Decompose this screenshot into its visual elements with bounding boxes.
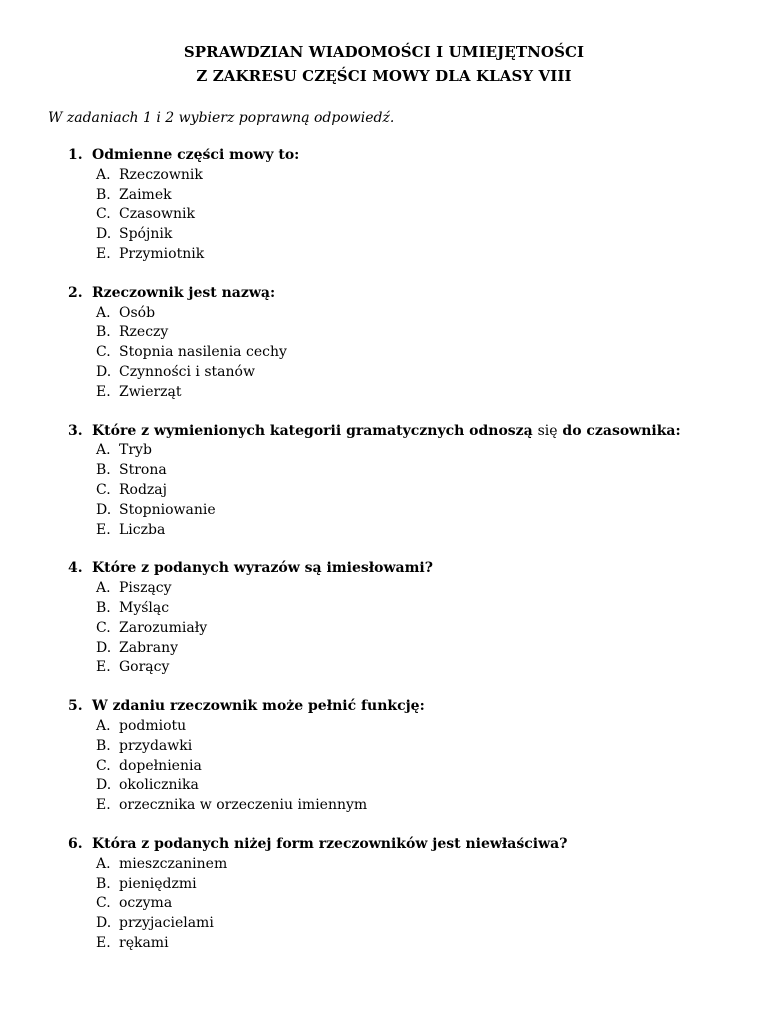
question-text: Odmienne części mowy to: bbox=[92, 147, 300, 163]
option-letter: C. bbox=[96, 757, 111, 774]
option-letter: A. bbox=[96, 304, 111, 321]
question-2 bbox=[68, 284, 758, 403]
option-text: Rzeczy bbox=[119, 324, 169, 341]
option-item bbox=[96, 914, 758, 934]
option-letter: C. bbox=[96, 619, 111, 636]
option-item bbox=[96, 757, 758, 777]
option-list bbox=[68, 855, 758, 954]
question-text: Rzeczownik jest nazwą: bbox=[92, 284, 276, 301]
question-6 bbox=[68, 835, 758, 954]
option-item bbox=[96, 363, 758, 383]
option-text: Czynności i stanów bbox=[119, 363, 255, 380]
option-letter: A. bbox=[96, 855, 111, 872]
option-text: Zaimek bbox=[119, 186, 172, 203]
document-title-line-1: SPRAWDZIAN WIADOMOŚCI I UMIEJĘTNOŚCI bbox=[183, 43, 585, 61]
option-item bbox=[96, 639, 758, 659]
option-text: pieniędzmi bbox=[119, 875, 197, 892]
option-item bbox=[96, 304, 758, 324]
option-text: Strona bbox=[119, 462, 167, 479]
question-1 bbox=[68, 146, 758, 265]
option-text: Rodzaj bbox=[119, 481, 167, 498]
option-item bbox=[96, 894, 758, 914]
question-list bbox=[68, 146, 758, 973]
option-letter: D. bbox=[96, 777, 112, 794]
option-item bbox=[96, 461, 758, 481]
question-text-part-2: się bbox=[537, 422, 558, 439]
option-item bbox=[96, 343, 758, 363]
option-text: Myśląc bbox=[119, 599, 170, 616]
option-letter: D. bbox=[96, 226, 112, 243]
option-item bbox=[96, 934, 758, 954]
option-text: mieszczaninem bbox=[119, 855, 228, 872]
option-text: Zabrany bbox=[119, 639, 179, 656]
option-text: Zwierząt bbox=[119, 383, 182, 400]
question-number: 1. bbox=[68, 147, 83, 163]
option-item bbox=[96, 658, 758, 678]
option-text: przydawki bbox=[119, 737, 193, 754]
option-letter: C. bbox=[96, 481, 111, 498]
option-letter: E. bbox=[96, 521, 111, 538]
document-title-line-2: Z ZAKRESU CZĘŚCI MOWY DLA KLASY VIII bbox=[196, 67, 572, 85]
option-text: Czasownik bbox=[119, 206, 196, 223]
option-letter: C. bbox=[96, 344, 111, 361]
option-item bbox=[96, 205, 758, 225]
option-text: Spójnik bbox=[119, 226, 173, 243]
option-letter: B. bbox=[96, 324, 111, 341]
option-letter: B. bbox=[96, 462, 111, 479]
option-text: Stopnia nasilenia cechy bbox=[119, 344, 287, 361]
option-text: dopełnienia bbox=[119, 757, 202, 774]
option-item bbox=[96, 796, 758, 816]
option-item bbox=[96, 245, 758, 265]
option-letter: D. bbox=[96, 915, 112, 932]
option-text: okolicznika bbox=[119, 777, 199, 794]
option-text: rękami bbox=[119, 934, 169, 951]
option-text: Gorący bbox=[119, 659, 170, 676]
option-letter: B. bbox=[96, 599, 111, 616]
option-text: Tryb bbox=[119, 442, 152, 459]
option-item bbox=[96, 619, 758, 639]
question-number: 5. bbox=[68, 698, 83, 715]
option-letter: D. bbox=[96, 501, 112, 518]
option-list bbox=[68, 441, 758, 540]
option-item bbox=[96, 481, 758, 501]
question-number: 4. bbox=[68, 560, 83, 577]
question-text bbox=[92, 422, 681, 442]
option-text: Piszący bbox=[119, 580, 172, 597]
question-number: 6. bbox=[68, 835, 83, 852]
option-letter: B. bbox=[96, 186, 111, 203]
option-text: Liczba bbox=[119, 521, 166, 538]
option-letter: A. bbox=[96, 580, 111, 597]
option-letter: B. bbox=[96, 875, 111, 892]
option-item bbox=[96, 383, 758, 403]
option-item bbox=[96, 186, 758, 206]
option-letter: C. bbox=[96, 895, 111, 912]
option-text: Rzeczownik bbox=[119, 166, 203, 183]
question-4 bbox=[68, 559, 758, 678]
option-text: orzecznika w orzeczeniu imiennym bbox=[119, 797, 368, 814]
option-letter: E. bbox=[96, 934, 111, 951]
option-item bbox=[96, 579, 758, 599]
option-item bbox=[96, 225, 758, 245]
option-text: Stopniowanie bbox=[119, 501, 216, 518]
option-list bbox=[68, 717, 758, 816]
option-list bbox=[68, 579, 758, 678]
question-text: W zdaniu rzeczownik może pełnić funkcję: bbox=[92, 698, 425, 715]
question-text-part-1: Które z wymienionych kategorii gramatycznych odnoszą bbox=[92, 422, 538, 439]
option-list bbox=[68, 166, 758, 265]
option-letter: D. bbox=[96, 363, 112, 380]
option-letter: E. bbox=[96, 383, 111, 400]
option-letter: E. bbox=[96, 245, 111, 262]
option-item bbox=[96, 717, 758, 737]
option-letter: A. bbox=[96, 442, 111, 459]
option-item bbox=[96, 521, 758, 541]
option-letter: C. bbox=[96, 206, 111, 223]
option-letter: B. bbox=[96, 737, 111, 754]
option-letter: D. bbox=[96, 639, 112, 656]
option-item bbox=[96, 599, 758, 619]
option-letter: A. bbox=[96, 717, 111, 734]
instruction-text: W zadaniach 1 i 2 wybierz poprawną odpowiedź. bbox=[48, 110, 395, 126]
option-item bbox=[96, 737, 758, 757]
option-item bbox=[96, 441, 758, 461]
option-letter: E. bbox=[96, 797, 111, 814]
option-text: przyjacielami bbox=[119, 915, 214, 932]
option-text: Przymiotnik bbox=[119, 245, 205, 262]
question-text-part-3: do czasownika: bbox=[557, 422, 681, 439]
option-text: Zarozumiały bbox=[119, 619, 208, 636]
option-item bbox=[96, 501, 758, 521]
option-text: Osób bbox=[119, 304, 156, 321]
option-text: podmiotu bbox=[119, 717, 187, 734]
question-text: Które z podanych wyrazów są imiesłowami? bbox=[92, 560, 433, 577]
question-number: 2. bbox=[68, 284, 83, 301]
option-letter: A. bbox=[96, 166, 111, 183]
option-item bbox=[96, 875, 758, 895]
question-number: 3. bbox=[68, 422, 83, 439]
question-5 bbox=[68, 697, 758, 816]
option-item bbox=[96, 166, 758, 186]
option-item bbox=[96, 855, 758, 875]
option-text: oczyma bbox=[119, 895, 173, 912]
question-text: Która z podanych niżej form rzeczowników jest niewłaściwa? bbox=[92, 835, 568, 852]
option-item bbox=[96, 323, 758, 343]
option-item bbox=[96, 776, 758, 796]
question-3 bbox=[68, 422, 758, 541]
option-list bbox=[68, 304, 758, 403]
option-letter: E. bbox=[96, 659, 111, 676]
